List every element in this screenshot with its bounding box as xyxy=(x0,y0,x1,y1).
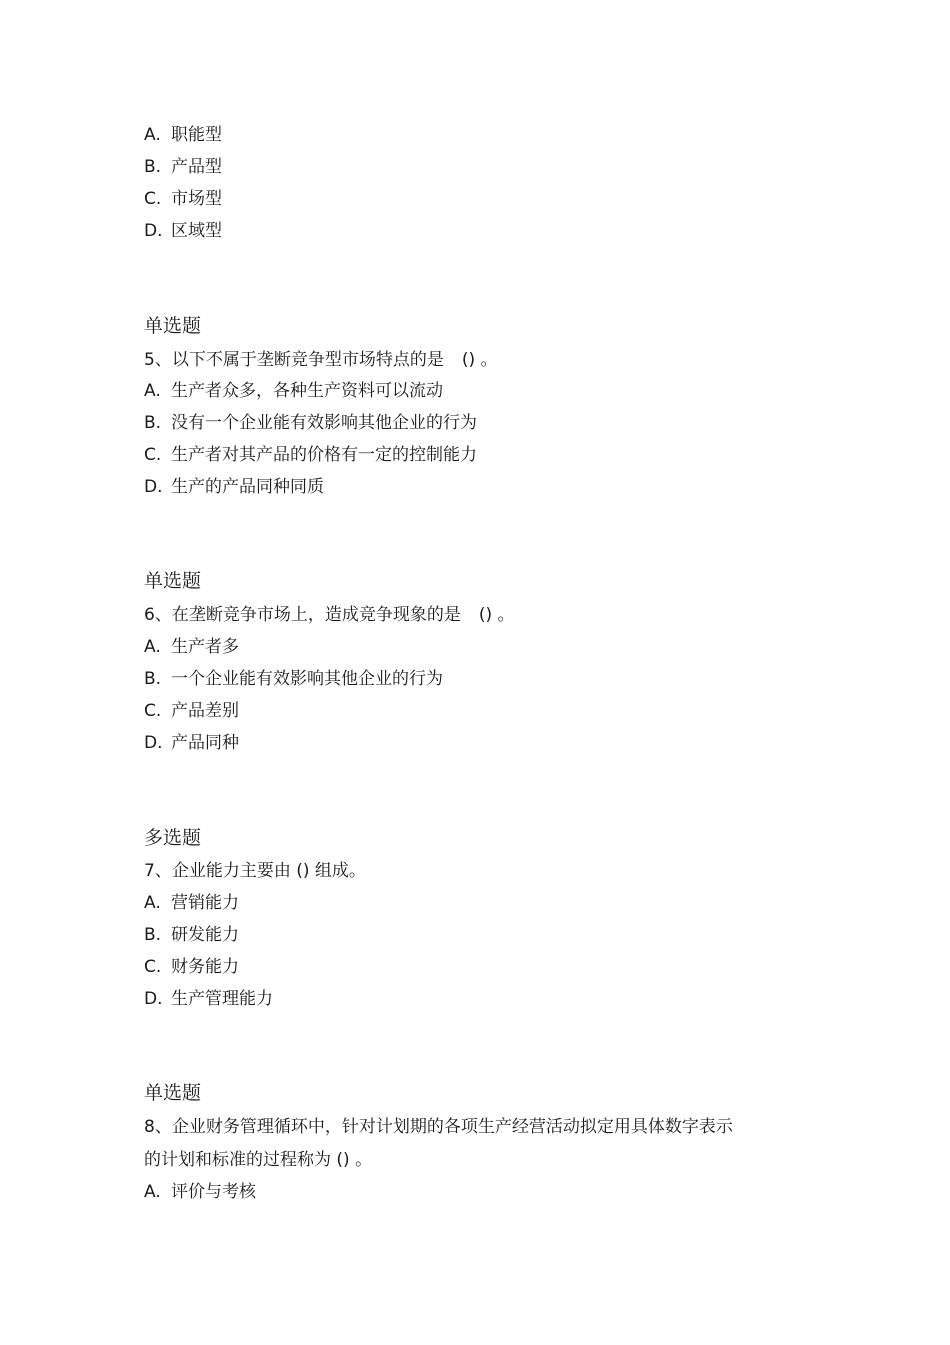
option-b xyxy=(144,925,239,945)
option-letter: D. xyxy=(144,733,163,753)
question-stem xyxy=(144,605,515,625)
option-text: 一个企业能有效影响其他企业的行为 xyxy=(171,669,443,689)
option-text: 生产管理能力 xyxy=(171,989,273,1009)
question-stem-line-1: 8、企业财务管理循环中，针对计划期的各项生产经营活动拟定用具体数字表示 xyxy=(144,1117,733,1137)
option-text: 生产者对其产品的价格有一定的控制能力 xyxy=(171,445,477,465)
question-stem-text: 5、以下不属于垄断竞争型市场特点的是 xyxy=(144,350,444,370)
option-b xyxy=(144,669,443,689)
option-text: 没有一个企业能有效影响其他企业的行为 xyxy=(171,413,477,433)
question-type-label: 单选题 xyxy=(144,570,202,592)
option-c xyxy=(144,189,222,209)
option-c xyxy=(144,445,477,465)
option-text: 产品同种 xyxy=(171,733,239,753)
option-text: 产品型 xyxy=(171,157,222,177)
option-d xyxy=(144,733,239,753)
option-text: 研发能力 xyxy=(171,925,239,945)
option-letter: D. xyxy=(144,221,163,241)
question-stem-text: 6、在垄断竞争市场上，造成竞争现象的是 xyxy=(144,605,461,625)
option-b xyxy=(144,157,222,177)
option-text: 营销能力 xyxy=(171,893,239,913)
question-type-label: 单选题 xyxy=(144,1082,202,1104)
question-stem xyxy=(144,350,498,370)
option-text: 区域型 xyxy=(171,221,222,241)
question-type-label: 多选题 xyxy=(144,827,202,849)
option-letter: A. xyxy=(144,125,161,145)
option-letter: C. xyxy=(144,701,162,721)
option-a xyxy=(144,381,443,401)
option-letter: A. xyxy=(144,893,161,913)
option-c xyxy=(144,701,239,721)
question-type-label: 单选题 xyxy=(144,315,202,337)
option-d xyxy=(144,477,324,497)
option-letter: D. xyxy=(144,477,163,497)
option-text: 生产的产品同种同质 xyxy=(171,477,324,497)
option-text: 产品差别 xyxy=(171,701,239,721)
option-letter: B. xyxy=(144,157,162,177)
option-d xyxy=(144,221,222,241)
question-stem: 7、企业能力主要由 () 组成。 xyxy=(144,861,366,881)
question-stem-line-2: 的计划和标准的过程称为 () 。 xyxy=(144,1150,373,1170)
option-c xyxy=(144,957,239,977)
option-letter: B. xyxy=(144,669,162,689)
option-text: 市场型 xyxy=(171,189,222,209)
option-text: 生产者众多，各种生产资料可以流动 xyxy=(171,381,443,401)
option-a xyxy=(144,125,222,145)
option-letter: C. xyxy=(144,957,162,977)
option-letter: D. xyxy=(144,989,163,1009)
answer-blank: () 。 xyxy=(461,350,498,370)
option-a xyxy=(144,637,239,657)
option-letter: B. xyxy=(144,925,162,945)
option-letter: C. xyxy=(144,189,162,209)
option-b xyxy=(144,413,477,433)
option-text: 评价与考核 xyxy=(171,1182,256,1202)
option-letter: B. xyxy=(144,413,162,433)
option-text: 职能型 xyxy=(171,125,222,145)
option-a xyxy=(144,893,239,913)
option-letter: C. xyxy=(144,445,162,465)
answer-blank: () 。 xyxy=(478,605,515,625)
option-text: 财务能力 xyxy=(171,957,239,977)
option-letter: A. xyxy=(144,637,161,657)
option-a xyxy=(144,1182,256,1202)
option-text: 生产者多 xyxy=(171,637,239,657)
option-d xyxy=(144,989,273,1009)
option-letter: A. xyxy=(144,1182,161,1202)
option-letter: A. xyxy=(144,381,161,401)
